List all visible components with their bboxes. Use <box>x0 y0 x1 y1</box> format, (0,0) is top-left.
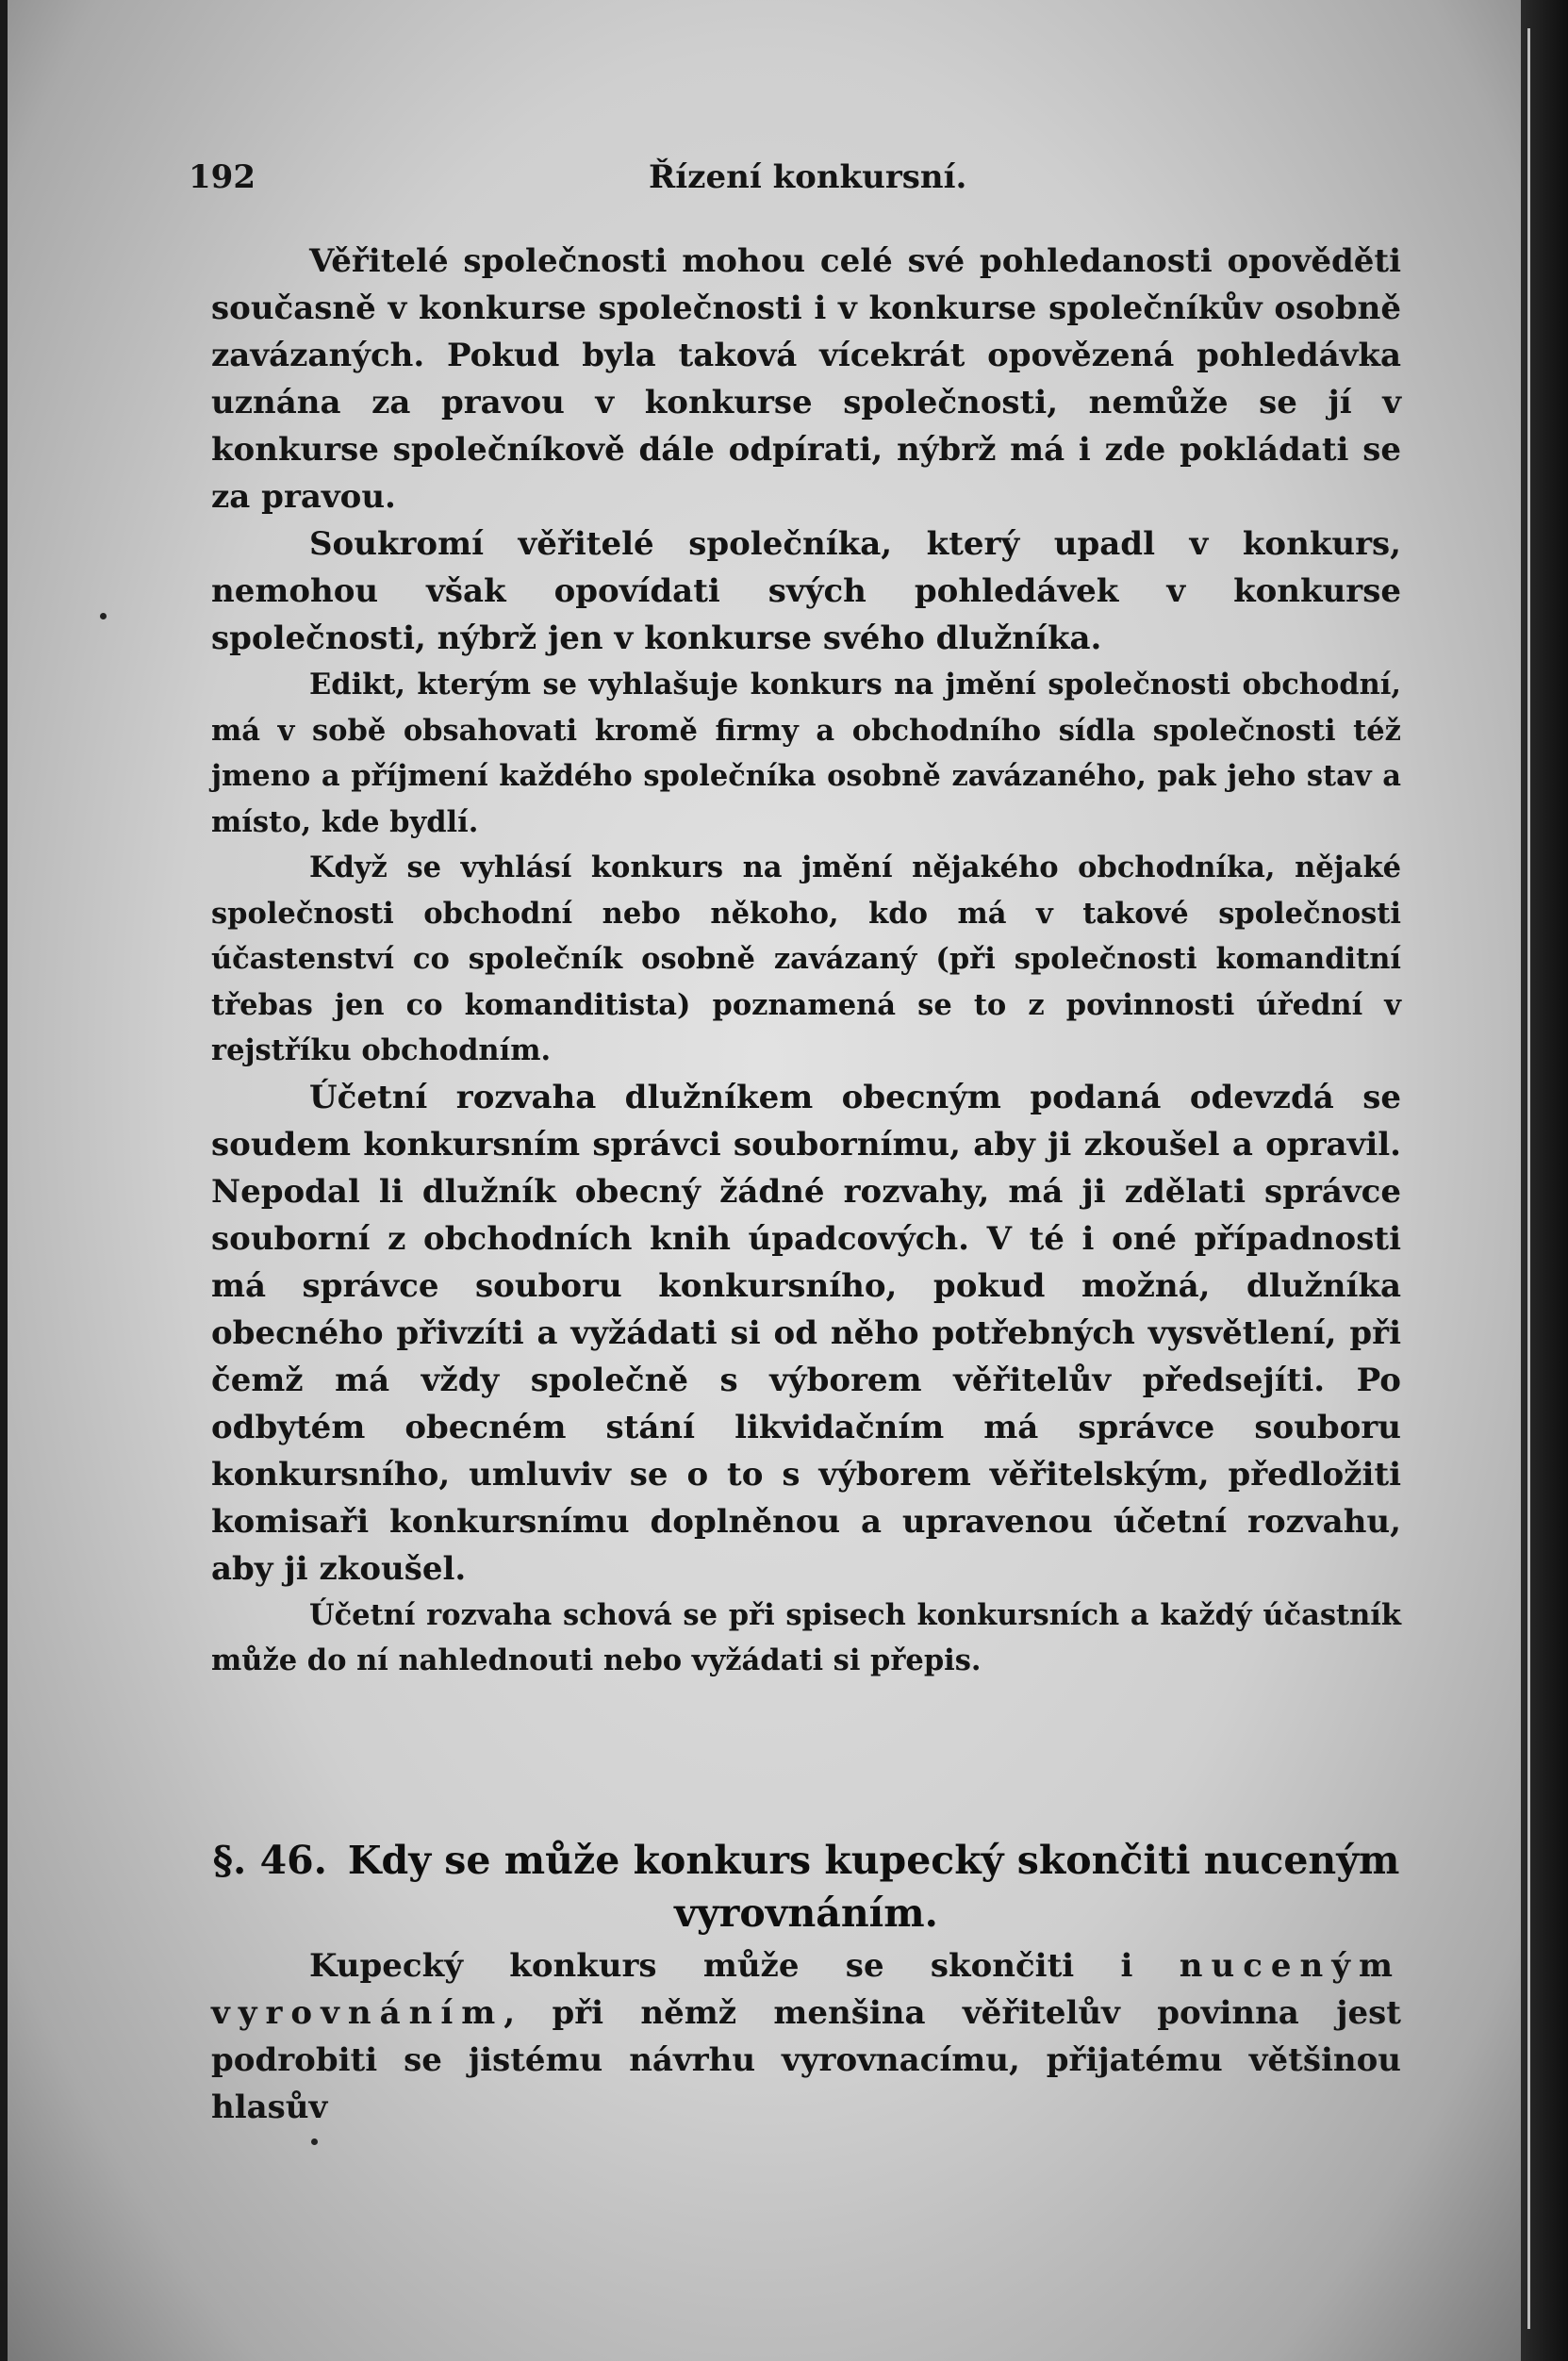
paragraph-forced-settlement <box>211 1942 1401 2131</box>
ink-speck <box>311 2138 318 2145</box>
body-text-continued <box>211 1942 1401 2131</box>
paragraph-part-1: Kupecký konkurs může se skončiti i <box>309 1947 1180 1985</box>
paragraph-edict: Edikt, kterým se vyhlašuje konkurs na jmění společnosti obchodní, má v sobě obsahovati kromě firmy a obchodního sídla společnosti též jmeno a příjmení každého společníka osobně zavázaného, pak jeho stav a místo, kde bydlí. <box>211 668 1401 839</box>
paragraph-registry: Když se vyhlásí konkurs na jmění nějakého obchodníka, nějaké společnosti obchodní nebo někoho, kdo má v takové společnosti účastenství co společník osobně zavázaný (při společnosti komanditní třebas jen co komanditista) poznamená se to z povinnosti úřední v rejstříku obchodním. <box>211 850 1401 1067</box>
body-text <box>211 238 1401 1684</box>
paragraph-private-creditors: Soukromí věřitelé společníka, který upadl v konkurs, nemohou však opovídati svých pohledávek v konkurse společnosti, nýbrž jen v konkurse svého dlužníka. <box>211 525 1401 657</box>
paragraph-creditors: Věřitelé společnosti mohou celé své pohledanosti opověděti současně v konkurse společnosti i v konkurse společníkův osobně zavázaných. Pokud byla taková vícekrát opovězená pohledávka uznána za pravou v konkurse společnosti, nemůže se jí v konkurse společníkově dále odpírati, nýbrž má i zde pokládati se za pravou. <box>211 242 1401 516</box>
section-title: Kdy se může konkurs kupecký skončiti nuceným vyrovnáním. <box>347 1838 1400 1936</box>
section-heading <box>211 1834 1401 1940</box>
running-title: Řízení konkursní. <box>649 158 967 196</box>
section-number: §. 46. <box>212 1838 327 1883</box>
paragraph-balance-kept: Účetní rozvaha schová se při spisech konkursních a každý účastník může do ní nahlednouti nebo vyžádati si přepis. <box>211 1597 1401 1677</box>
page-header <box>8 158 1521 206</box>
book-page <box>8 0 1521 2361</box>
paragraph-part-2: , při němž menšina věřitelův povinna jest podrobiti se jistému návrhu vyrovnacímu, přijatému většinou hlasův <box>211 1994 1401 2126</box>
page-edge-line <box>1527 28 1530 2329</box>
emphasized-term: nuceným vyrovnáním <box>211 1947 1401 2032</box>
paragraph-balance-sheet: Účetní rozvaha dlužníkem obecným podaná odevzdá se soudem konkursním správci soubornímu, aby ji zkoušel a opravil. Nepodal li dlužník obecný žádné rozvahy, má ji zdělati správce souborní z obchodních knih úpadcových. V té i oné případnosti má správce souboru konkursního, pokud možná, dlužníka obecného přivzíti a vyžádati si od něho potřebných vysvětlení, při čemž má vždy společně s výborem věřitelův předsejíti. Po odbytém obecném stání likvidačním má správce souboru konkursního, umluviv se o to s výborem věřitelským, předložiti komisaři konkursnímu doplněnou a upravenou účetní rozvahu, aby ji zkoušel. <box>211 1078 1401 1588</box>
margin-mark <box>100 613 107 619</box>
page-number: 192 <box>189 158 256 196</box>
